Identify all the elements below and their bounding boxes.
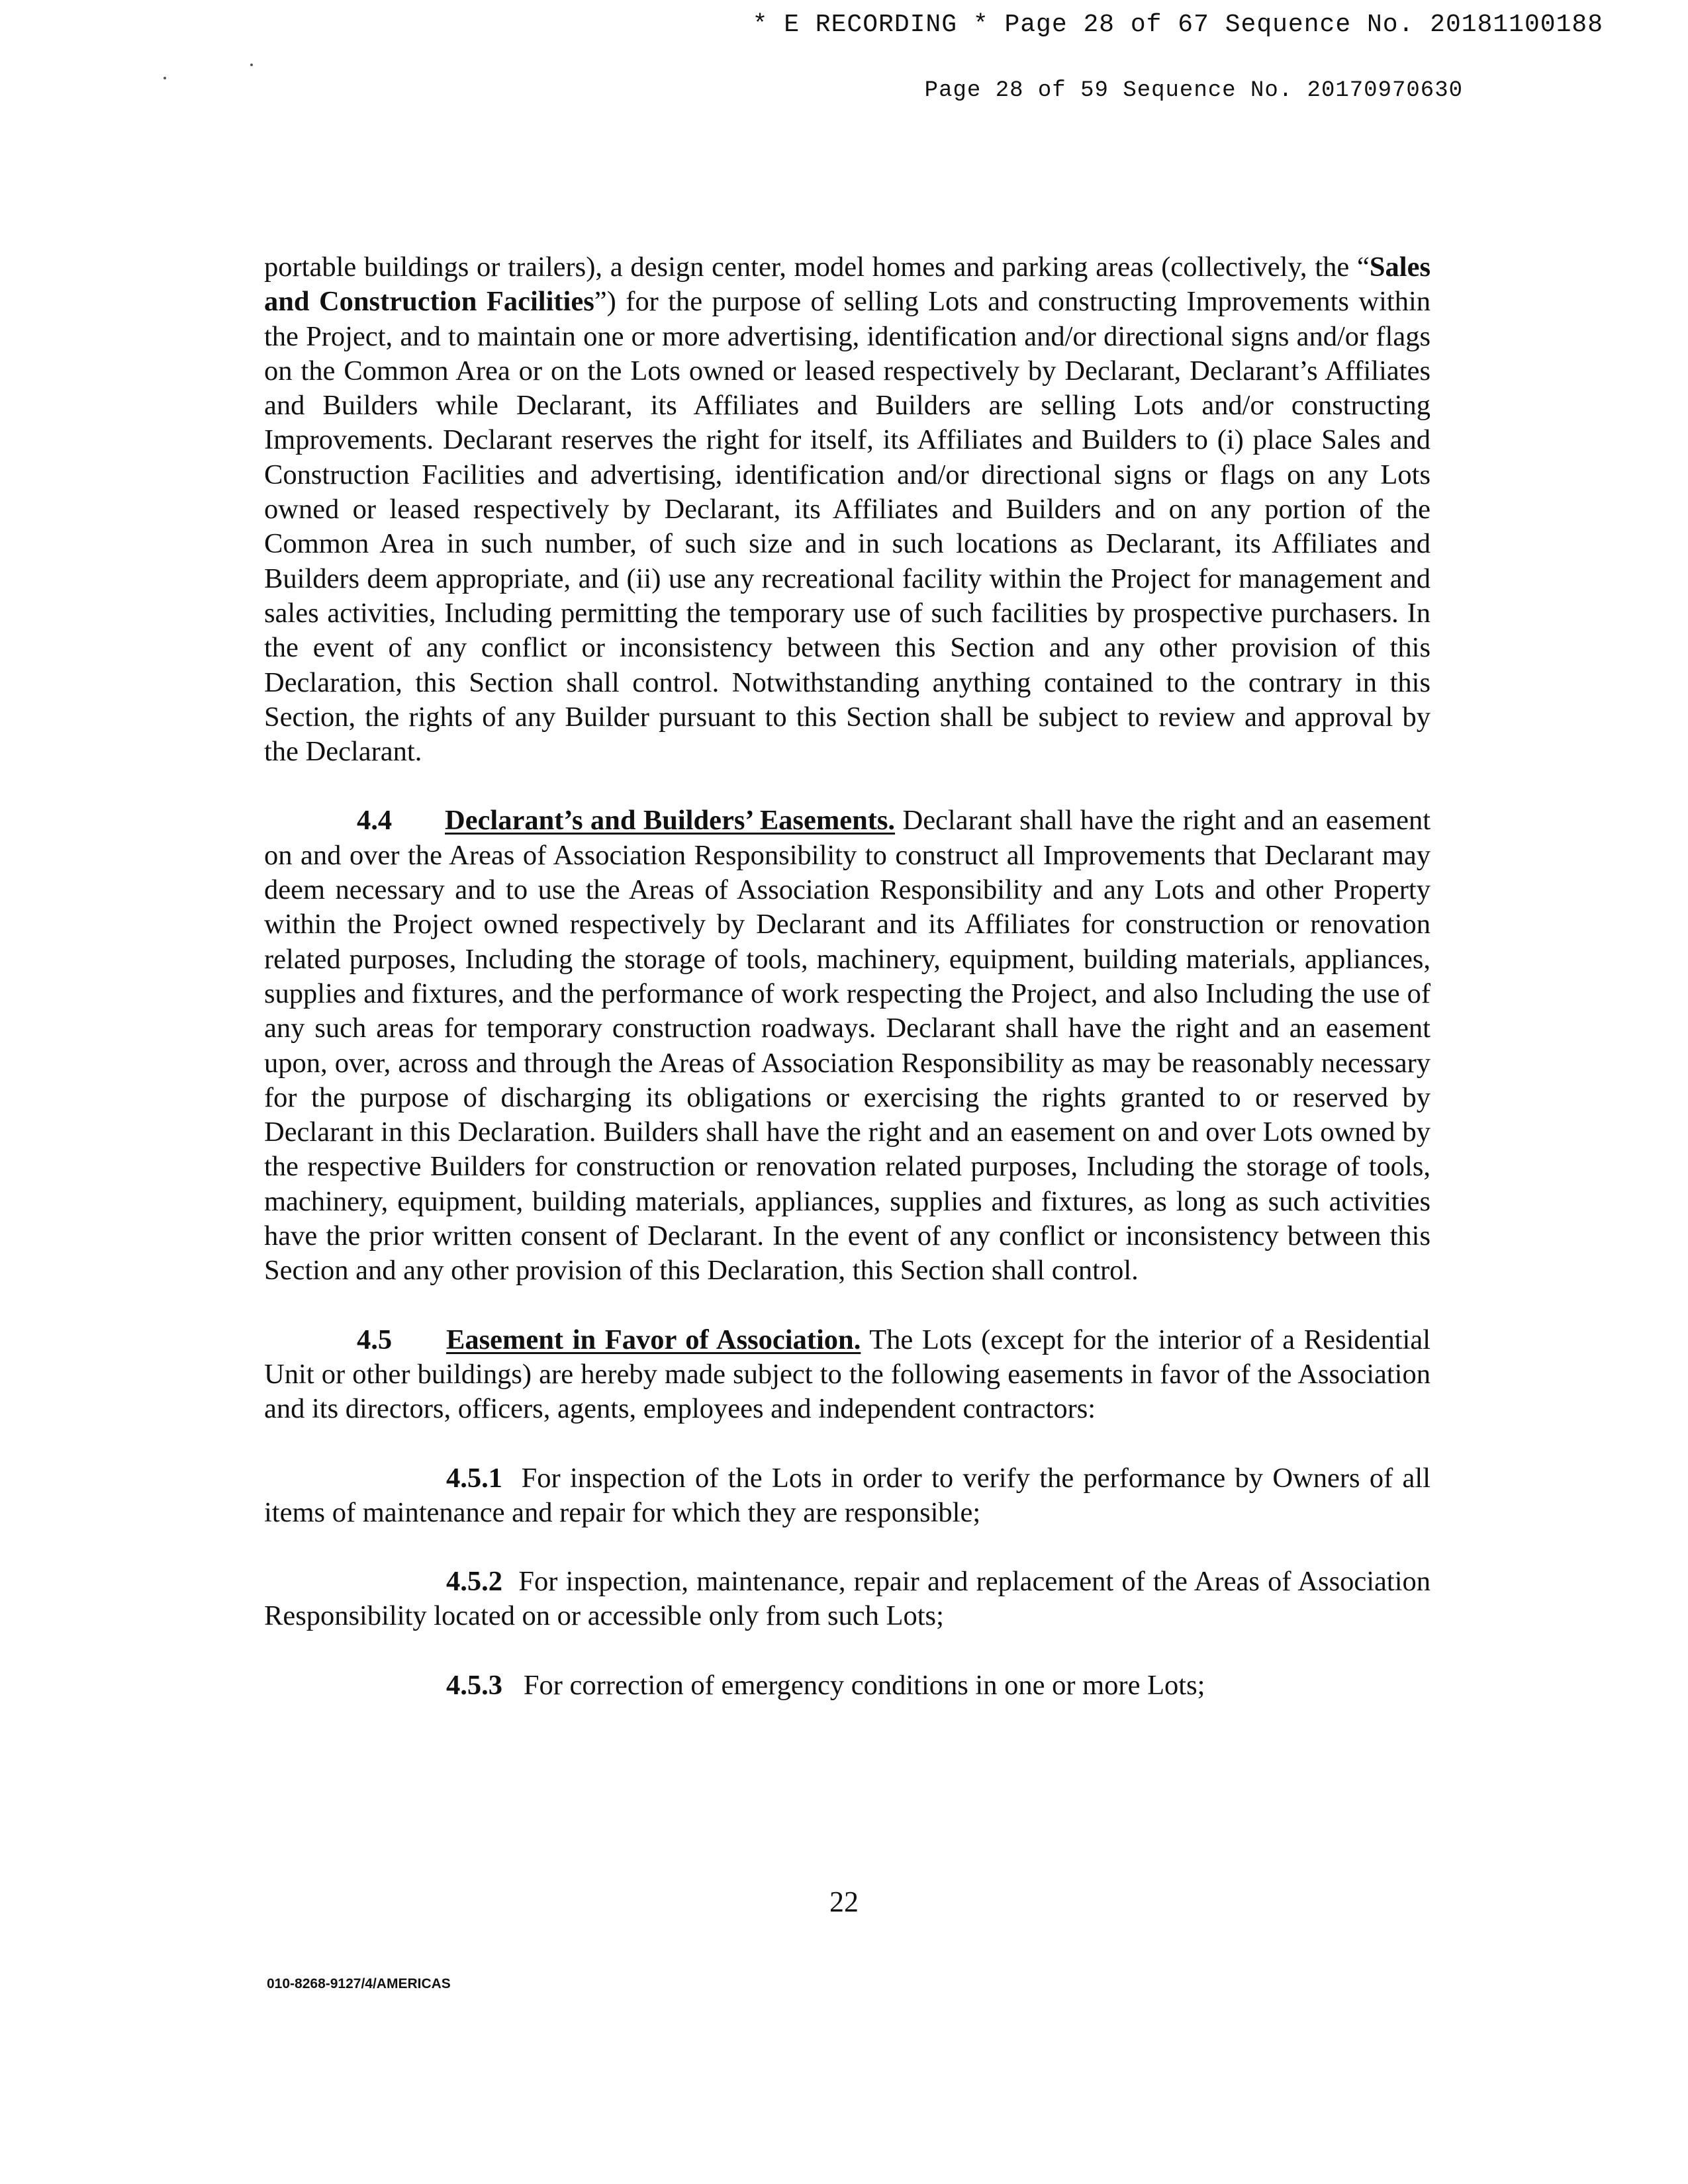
section-4-4 [264,803,1430,1288]
paragraph-text: ”) for the purpose of selling Lots and constructing Improvements within the Project, and to maintain one or more advertising, identification and/or directional signs and/or flags on the Common Area or on the Lots owned or leased respectively by Declarant, Declarant’s Affiliates and Builders while Declarant, its Affiliates and Builders are selling Lots and/or constructing Improvements. Declarant reserves the right for itself, its Affiliates and Builders to (i) place Sales and Construction Facilities and advertising, identification and/or directional signs or flags on any Lots owned or leased respectively by Declarant, its Affiliates and Builders and on any portion of the Common Area in such number, of such size and in such locations as Declarant, its Affiliates and Builders deem appropriate, and (ii) use any recreational facility within the Project for management and sales activities, Including permitting the temporary use of such facilities by prospective purchasers. In the event of any conflict or inconsistency between this Section and any other provision of this Declaration, this Section shall control. Notwithstanding anything contained to the contrary in this Section, the rights of any Builder pursuant to this Section shall be subject to review and approval by the Declarant. [264,286,1431,768]
section-number: 4.5 [357,1324,393,1355]
section-4-5-1 [264,1461,1430,1531]
scan-speck [164,77,166,79]
section-4-5 [264,1323,1430,1427]
subsection-number: 4.5.1 [446,1462,502,1494]
section-text: The Lots (except for the interior of a Residential Unit or other buildings) are hereby made subject to the following easements in favor of the Association and its directors, officers, agents, employees and independent contractors: [264,1324,1430,1425]
section-4-5-2 [264,1565,1430,1634]
recording-stamp: * E RECORDING * Page 28 of 67 Sequence No. 20181100188 [752,11,1603,39]
subsection-number: 4.5.3 [446,1669,502,1701]
section-4-5-3 [264,1668,1430,1703]
document-id: 010-8268-9127/4/AMERICAS [267,1976,451,1991]
section-title: Declarant’s and Builders’ Easements. [445,805,896,837]
section-number: 4.4 [357,805,393,837]
page-number: 22 [829,1886,859,1918]
subsection-text: For inspection of the Lots in order to verify the performance by Owners of all items of maintenance and repair for which they are responsible; [264,1462,1431,1528]
defined-term: Sales and Construction Facilities [264,251,1430,318]
paragraph-text: portable buildings or trailers), a design center, model homes and parking areas (collectively, the “ [264,251,1370,283]
subsection-number: 4.5.2 [446,1566,502,1598]
subsection-text: For inspection, maintenance, repair and replacement of the Areas of Association Responsibility located on or accessible only from such Lots; [264,1566,1431,1632]
section-title: Easement in Favor of Association. [446,1324,861,1355]
section-text: Declarant shall have the right and an easement on and over the Areas of Association Responsibility to construct all Improvements that Declarant may deem necessary and to use the Areas of Association Responsibility and any Lots and other Property within the Project owned respectively by Declarant and its Affiliates for construction or renovation related purposes, Including the storage of tools, machinery, equipment, building materials, appliances, supplies and fixtures, and the performance of work respecting the Project, and also Including the use of any such areas for temporary construction roadways. Declarant shall have the right and an easement upon, over, across and through the Areas of Association Responsibility as may be reasonably necessary for the purpose of discharging its obligations or exercising the rights granted to or reserved by Declarant in this Declaration. Builders shall have the right and an easement on and over Lots owned by the respective Builders for construction or renovation related purposes, Including the storage of tools, machinery, equipment, building materials, appliances, supplies and fixtures, as long as such activities have the prior written consent of Declarant. In the event of any conflict or inconsistency between this Section and any other provision of this Declaration, this Section shall control. [264,805,1430,1287]
document-body [264,250,1430,1703]
scan-speck [250,64,253,66]
subsection-text: For correction of emergency conditions in one or more Lots; [523,1669,1205,1701]
paragraph-sales-facilities [264,250,1430,769]
prior-recording-stamp: Page 28 of 59 Sequence No. 20170970630 [924,78,1463,103]
